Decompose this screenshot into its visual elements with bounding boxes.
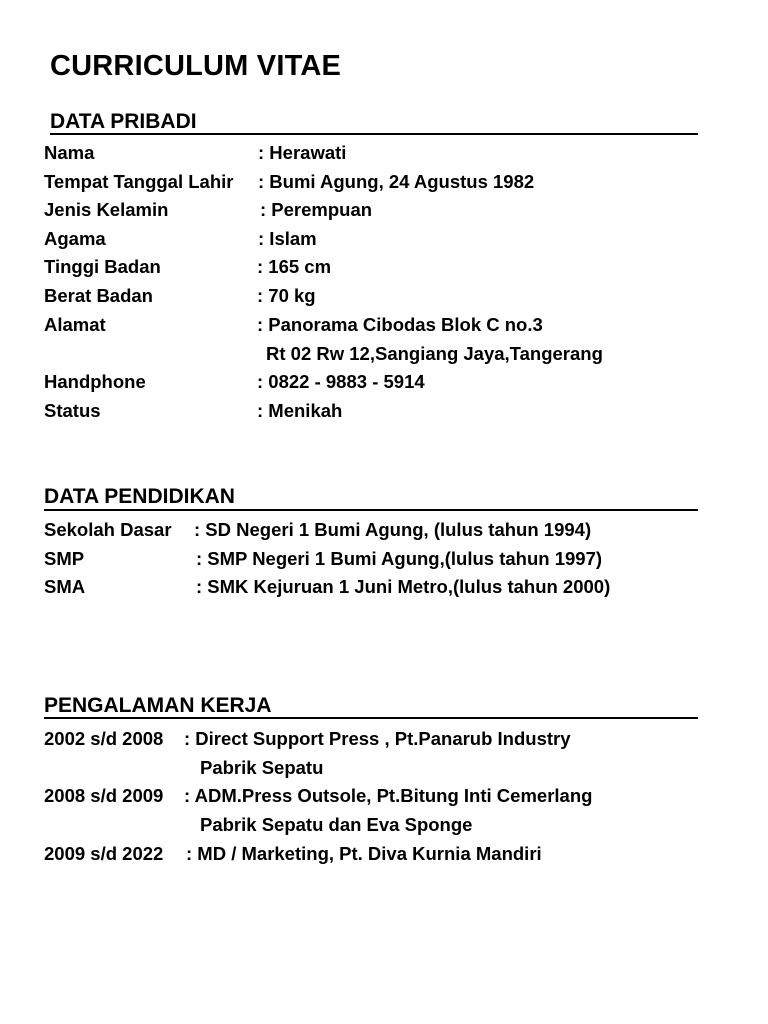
- field-label: Tempat Tanggal Lahir: [44, 171, 234, 192]
- field-value: : Perempuan: [260, 199, 373, 220]
- field-label: SMP: [44, 548, 85, 569]
- field-value: Pabrik Sepatu dan Eva Sponge: [200, 814, 473, 835]
- field-label: Status: [44, 400, 101, 421]
- field-label: 2008 s/d 2009: [44, 785, 164, 806]
- field-label: Agama: [44, 228, 106, 249]
- field-label: Jenis Kelamin: [44, 199, 169, 220]
- field-label: Sekolah Dasar: [44, 519, 172, 540]
- field-value: : 0822 - 9883 - 5914: [257, 371, 425, 392]
- field-value: : MD / Marketing, Pt. Diva Kurnia Mandiri: [186, 843, 542, 864]
- section-divider-experience: [44, 717, 698, 719]
- section-divider-personal: [50, 133, 698, 135]
- field-label: Handphone: [44, 371, 146, 392]
- field-value: : Bumi Agung, 24 Agustus 1982: [258, 171, 535, 192]
- field-label: Tinggi Badan: [44, 256, 161, 277]
- section-heading-personal: DATA PRIBADI: [50, 110, 197, 133]
- page-title: CURRICULUM VITAE: [50, 50, 342, 82]
- field-value: Pabrik Sepatu: [200, 757, 324, 778]
- field-label: SMA: [44, 576, 86, 597]
- field-value: : SD Negeri 1 Bumi Agung, (lulus tahun 1994): [194, 519, 592, 540]
- field-value: : Panorama Cibodas Blok C no.3: [257, 314, 543, 335]
- field-label: Berat Badan: [44, 285, 153, 306]
- field-value: : Herawati: [258, 142, 347, 163]
- field-value: Rt 02 Rw 12,Sangiang Jaya,Tangerang: [266, 343, 603, 364]
- section-heading-experience: PENGALAMAN KERJA: [44, 694, 272, 717]
- field-value: : 165 cm: [257, 256, 332, 277]
- field-label: Nama: [44, 142, 95, 163]
- field-label: Alamat: [44, 314, 106, 335]
- field-value: : 70 kg: [257, 285, 316, 306]
- field-value: : Direct Support Press , Pt.Panarub Industry: [184, 728, 571, 749]
- field-value: : ADM.Press Outsole, Pt.Bitung Inti Cemerlang: [184, 785, 593, 806]
- field-value: : SMK Kejuruan 1 Juni Metro,(lulus tahun 2000): [196, 576, 611, 597]
- field-label: 2002 s/d 2008: [44, 728, 164, 749]
- field-value: : SMP Negeri 1 Bumi Agung,(lulus tahun 1997): [196, 548, 603, 569]
- section-divider-education: [44, 509, 698, 511]
- section-heading-education: DATA PENDIDIKAN: [44, 485, 235, 508]
- field-value: : Islam: [258, 228, 317, 249]
- field-label: 2009 s/d 2022: [44, 843, 164, 864]
- field-value: : Menikah: [257, 400, 343, 421]
